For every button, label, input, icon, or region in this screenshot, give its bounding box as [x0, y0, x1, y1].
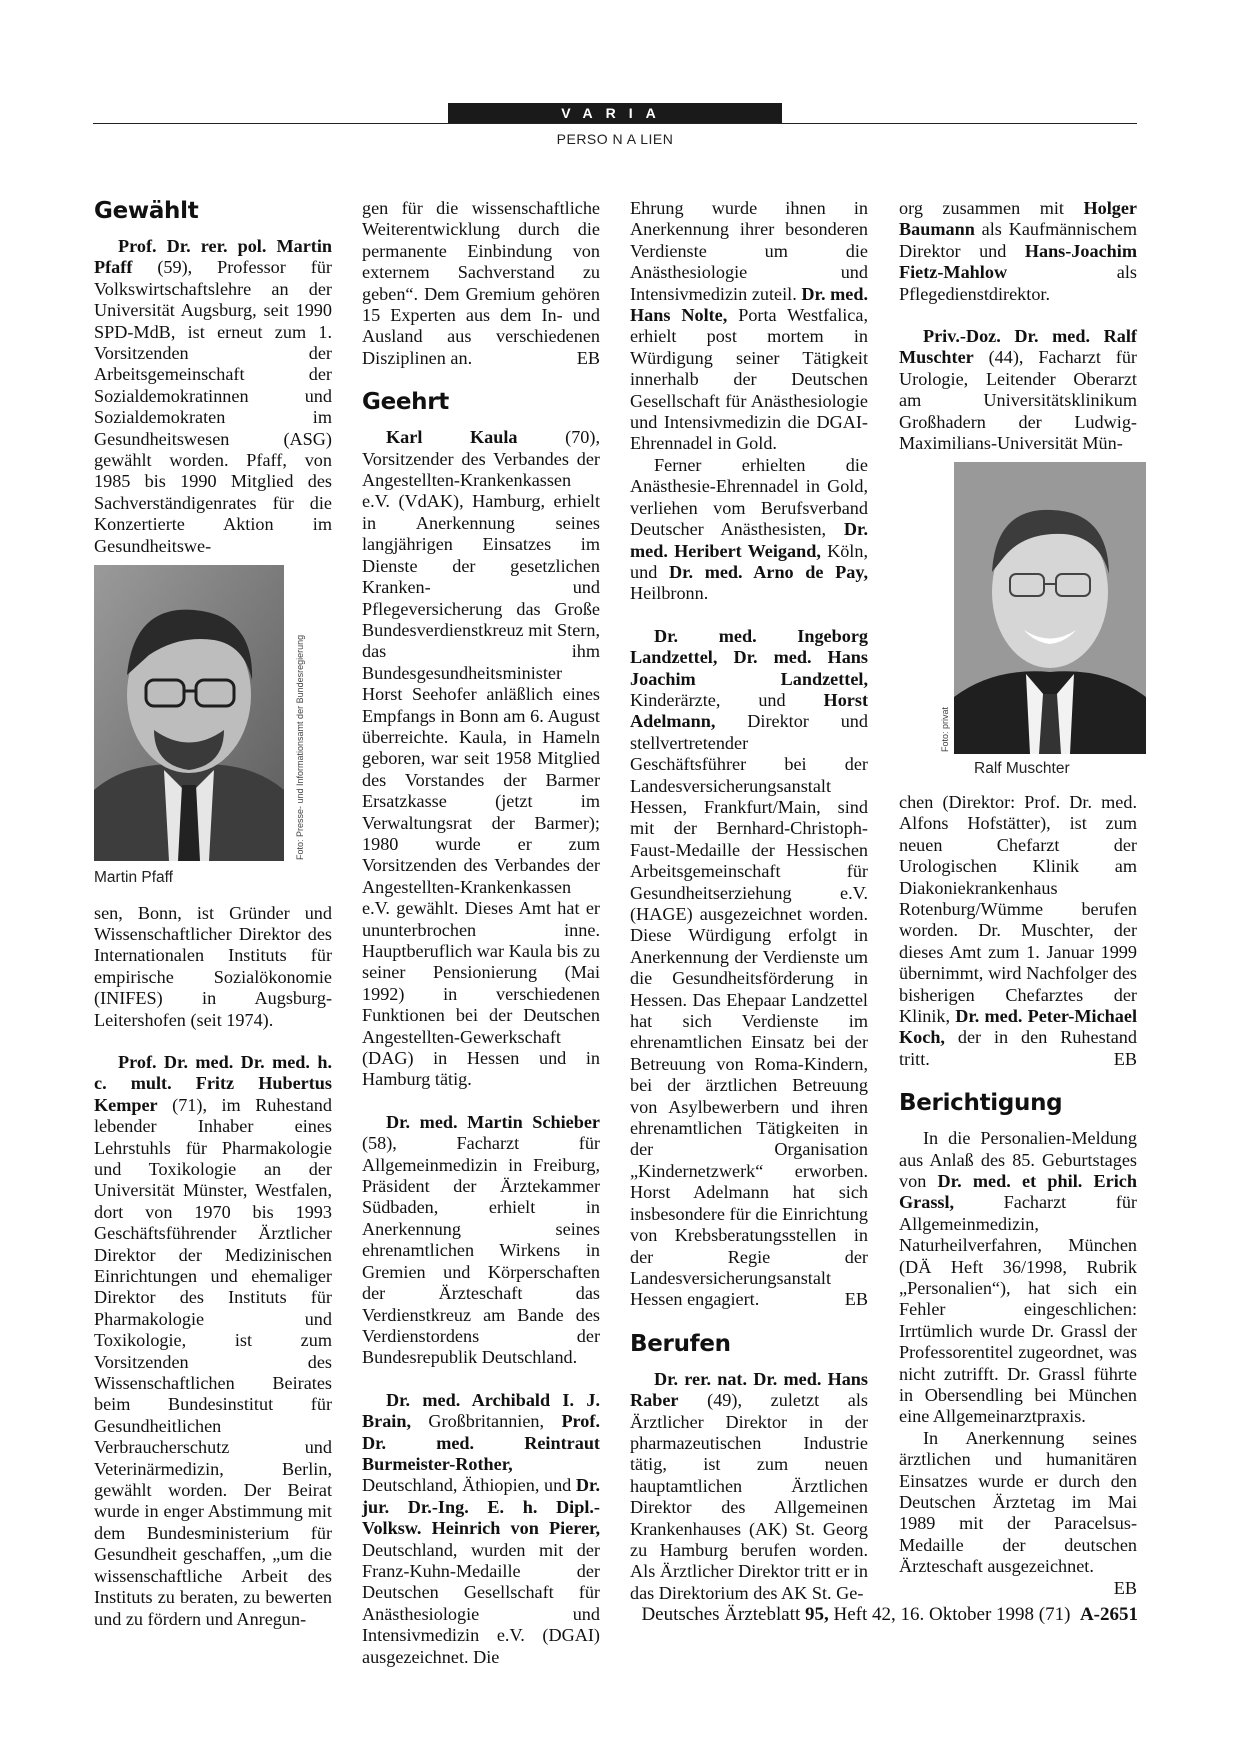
- entry-raber-continued: org zusammen mit Holger Baumann als Kaufmännischem Direktor und Hans-Joachim Fietz-Mahlow als Pflegedienstdirektor.: [899, 198, 1137, 304]
- column-4: [899, 198, 1137, 1599]
- entry-grassl: In die Personalien-Meldung aus Anlaß des 85. Geburtstages von Dr. med. et phil. Erich Grassl, Facharzt für Allgemeinmedizin, Naturheilverfahren, München (DÄ Heft 36/1998, Rubrik „Personalien“), hat sich ein Fehler eingeschlichen: Irrtümlich wurde Dr. Grassl der Professorentitel zugeordnet, was nicht zutrifft. Dr. Grassl führte in Obersendling bei München eine Allgemeinarztpraxis.: [899, 1128, 1137, 1427]
- entry-muschter: Priv.-Doz. Dr. med. Ralf Muschter (44), Facharzt für Urologie, Leitender Oberarzt am Universitätsklinikum Großhadern der Ludwig-Maximilians-Universität Mün-: [899, 326, 1137, 454]
- entry-franz-kuhn-continued: Ehrung wurde ihnen in Anerkennung ihrer besonderen Verdienste um die Anästhesiologie und Intensivmedizin zuteil. Dr. med. Hans Nolte, Porta Westfalica, erhielt post mortem in Würdigung seiner Tätigkeit innerhalb der Deutschen Gesellschaft für Anästhesiologie und Intensivmedizin die DGAI-Ehrennadel in Gold.: [630, 198, 869, 454]
- header-rule: [93, 123, 1137, 124]
- author-initials: EB: [1113, 1048, 1137, 1069]
- entry-kemper-continued: gen für die wissenschaftliche Weiterentwicklung durch die permanente Einbindung von externem Sachverstand zu geben“. Dem Gremium gehören 15 Experten aus dem In- und Ausland aus verschiedenen Disziplinen an. EB: [362, 198, 600, 368]
- portrait-image-muschter: [954, 462, 1146, 754]
- photo-block-muschter: [899, 462, 1137, 754]
- name-raber: Dr. rer. nat. Dr. med. Hans Raber: [630, 1368, 868, 1411]
- name-kaula: Karl Kaula: [386, 427, 518, 448]
- column-1: [94, 198, 332, 1630]
- entry-pfaff: Prof. Dr. rer. pol. Martin Pfaff (59), Professor für Volkswirtschaftslehre an der Universität Augsburg, seit 1990 SPD-MdB, ist erneut zum 1. Vorsitzenden der Arbeitsgemeinschaft der Sozialdemokratinnen und Sozialdemokraten im Gesundheitswesen (ASG) gewählt worden. Pfaff, von 1985 bis 1990 Mitglied des Sachverständigenrates für die Konzertierte Aktion im Gesundheitswe-: [94, 236, 332, 556]
- heading-berufen: Berufen: [630, 1330, 731, 1357]
- portrait-photo-pfaff: [94, 565, 284, 861]
- page-footer: Deutsches Ärzteblatt 95, Heft 42, 16. Oktober 1998 (71) A-2651: [641, 1604, 1138, 1625]
- section-header: VARIA: [448, 103, 782, 123]
- author-initials: EB: [576, 347, 600, 368]
- name-pfaff: Prof. Dr. rer. pol. Martin Pfaff: [94, 236, 332, 278]
- entry-grassl-paracelsus: In Anerkennung seines ärztlichen und humanitären Einsatzes wurde er durch den Deutschen Ärztetag im Mai 1989 mit der Paracelsus-Medaille der deutschen Ärzteschaft ausgezeichnet. EB: [899, 1427, 1137, 1598]
- entry-landzettel: Dr. med. Ingeborg Landzettel, Dr. med. Hans Joachim Landzettel, Kinderärzte, und Horst Adelmann, Direktor und stellvertretender Geschäftsführer bei der Landesversicherungsanstalt Hessen, Frankfurt/Main, sind mit der Bernhard-Christoph-Faust-Medaille der Hessischen Arbeitsgemeinschaft für Gesundheitserziehung e.V. (HAGE) ausgezeichnet worden. Diese Würdigung erfolgt in Anerkennung der Verdienste um die Gesundheitsförderung in Hessen. Das Ehepaar Landzettel hat sich Verdienste im ehrenamtlichen Einsatz bei der Betreuung von Roma-Kindern, bei der ärztlichen Betreuung von Asylbewerbern und ihren ehrenamtlichen Tätigkeiten in der Organisation „Kindernetzwerk“ erworben. Horst Adelmann hat sich insbesondere für die Einrichtung von Krebsberatungsstellen in der Regie der Landesversicherungsanstalt Hessen engagiert. EB: [630, 625, 868, 1310]
- author-initials: EB: [844, 1289, 868, 1310]
- entry-muschter-continued: chen (Direktor: Prof. Dr. med. Alfons Hofstätter), ist zum neuen Chefarzt der Urologischen Klinik am Diakoniekrankenhaus Rotenburg/Wümme berufen worden. Dr. Muschter, der dieses Amt zum 1. Januar 1999 übernimmt, wird Nachfolger des bisherigen Chefarztes der Klinik, Dr. med. Peter-Michael Koch, der in den Ruhestand tritt. EB: [899, 791, 1137, 1069]
- entry-pfaff-continued: sen, Bonn, ist Gründer und Wissenschaftlicher Direktor des Internationalen Instituts für empirische Sozialökonomie (INIFES) in Augsburg-Leitershofen (seit 1974).: [94, 902, 332, 1030]
- author-initials: EB: [1113, 1577, 1137, 1598]
- heading-geehrt: Geehrt: [362, 389, 449, 416]
- column-3: [630, 198, 868, 1604]
- portrait-photo-muschter: [954, 462, 1146, 754]
- column-2: [362, 198, 600, 1668]
- caption-pfaff: Martin Pfaff: [94, 869, 173, 887]
- heading-berichtigung: Berichtigung: [899, 1090, 1063, 1117]
- portrait-image-pfaff: [94, 565, 284, 861]
- entry-ehrennadel: Ferner erhielten die Anästhesie-Ehrennadel in Gold, verliehen vom Berufsverband Deutscher Anästhesisten, Dr. med. Heribert Weigand, Köln, und Dr. med. Arno de Pay, Heilbronn.: [630, 454, 869, 604]
- entry-schieber: Dr. med. Martin Schieber (58), Facharzt für Allgemeinmedizin in Freiburg, Präsident der Ärztekammer Südbaden, erhielt in Anerkennung seines ehrenamtlichen Wirkens in Gremien und Körperschaften der Ärzteschaft das Verdienstkreuz am Bande des Verdienstordens der Bundesrepublik Deutschland.: [362, 1111, 600, 1368]
- name-kemper: Prof. Dr. med. Dr. med. h. c. mult. Fritz Hubertus Kemper: [94, 1051, 332, 1115]
- photo-credit-muschter: Foto: privat: [940, 707, 950, 753]
- entry-kaula: Karl Kaula (70), Vorsitzender des Verbandes der Angestellten-Krankenkassen e.V. (VdAK), Hamburg, erhielt in Anerkennung seines langjährigen Einsatzes im Dienste der gesetzlichen Kranken- und Pflegeversicherung das Große Bundesverdienstkreuz mit Stern, das ihm Bundesgesundheitsminister Horst Seehofer anläßlich eines Empfangs in Bonn am 6. August überreichte. Kaula, in Hameln geboren, war seit 1958 Mitglied des Vorstandes der Barmer Ersatzkasse (jetzt im Verwaltungsrat der Barmer); 1980 wurde er zum Vorsitzenden des Verbandes der Angestellten-Krankenkassen e.V. gewählt. Dieses Amt hat er ununterbrochen inne. Hauptberuflich war Kaula bis zu seiner Pensionierung (Mai 1992) in verschiedenen Funktionen bei der Deutschen Angestellten-Gewerkschaft (DAG) in Hessen und in Hamburg tätig.: [362, 427, 600, 1090]
- name-muschter: Priv.-Doz. Dr. med. Ralf Muschter: [899, 326, 1137, 368]
- section-subheader: PERSO N A LIEN: [556, 131, 674, 147]
- heading-gewaehlt: Gewählt: [94, 198, 199, 224]
- page-number: A-2651: [1079, 1604, 1138, 1625]
- entry-franz-kuhn-medaille: Dr. med. Archibald I. J. Brain, Großbritannien, Prof. Dr. med. Reintraut Burmeister-Rother, Deutschland, Äthiopien, und Dr. jur. Dr.-Ing. E. h. Dipl.-Volksw. Heinrich von Pierer, Deutschland, wurden mit der Franz-Kuhn-Medaille der Deutschen Gesellschaft für Anästhesiologie und Intensivmedizin e.V. (DGAI) ausgezeichnet. Die: [362, 1389, 600, 1667]
- name-grassl: Dr. med. et phil. Erich Grassl,: [899, 1170, 1137, 1213]
- photo-credit-pfaff: Foto: Presse- und Informationsamt der Bundesregierung: [295, 634, 305, 861]
- name-schieber: Dr. med. Martin Schieber: [386, 1111, 600, 1132]
- caption-muschter: Ralf Muschter: [974, 760, 1070, 778]
- photo-block-pfaff: [94, 565, 332, 861]
- entry-kemper: Prof. Dr. med. Dr. med. h. c. mult. Fritz Hubertus Kemper (71), im Ruhestand lebender Inhaber eines Lehrstuhls für Pharmakologie und Toxikologie an der Universität Münster, Westfalen, dort von 1970 bis 1993 Geschäftsführender Ärztlicher Direktor der Medizinischen Einrichtungen und ehemaliger Direktor des Instituts für Pharmakologie und Toxikologie, ist zum Vorsitzenden des Wissenschaftlichen Beirates beim Bundesinstitut für Gesundheitlichen Verbraucherschutz und Veterinärmedizin, Berlin, gewählt worden. Der Beirat wurde in enger Abstimmung mit dem Bundesministerium für Gesundheit geschaffen, „um die wissenschaftliche Arbeit des Instituts zu beraten, zu bewerten und zu fördern und Anregun-: [94, 1051, 332, 1629]
- entry-raber: Dr. rer. nat. Dr. med. Hans Raber (49), zuletzt als Ärztlicher Direktor in der pharmazeutischen Industrie tätig, ist zum neuen hauptamtlichen Ärztlichen Direktor des Allgemeinen Krankenhauses (AK) St. Georg zu Hamburg berufen worden. Als Ärztlicher Direktor tritt er in das Direktorium des AK St. Ge-: [630, 1368, 868, 1603]
